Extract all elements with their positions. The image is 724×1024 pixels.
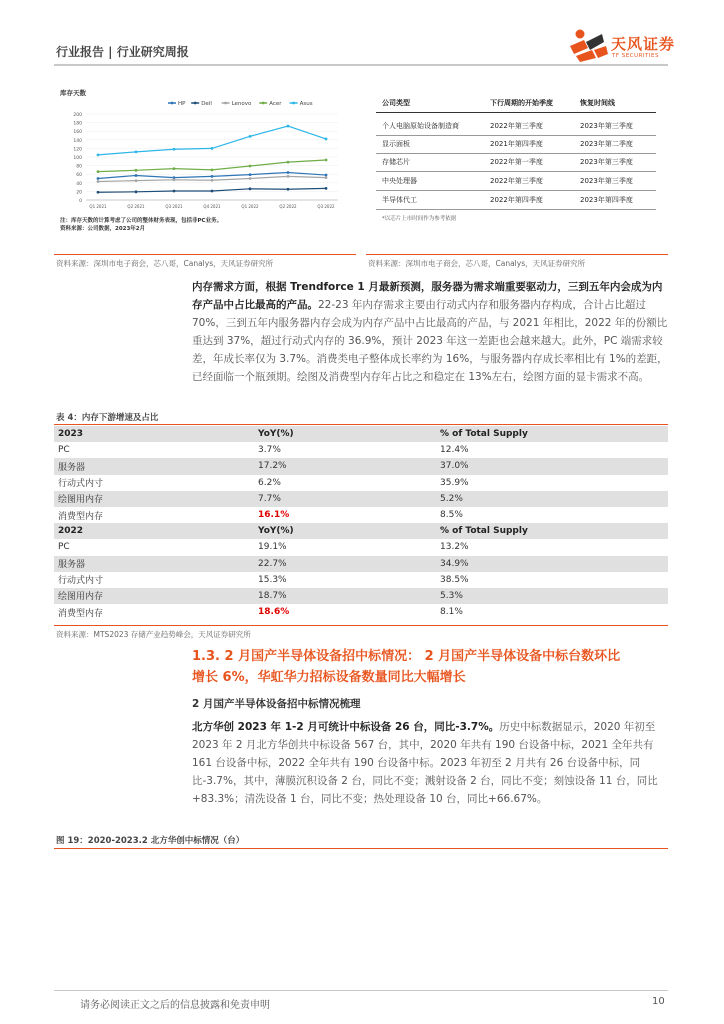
table-cell: 3.7% bbox=[258, 445, 281, 456]
legend-marker bbox=[292, 102, 295, 105]
cycle-row-1-start: 2021年第四季度 bbox=[490, 140, 543, 148]
table-header-row bbox=[54, 523, 668, 539]
figure19-rule bbox=[54, 848, 668, 849]
table-row bbox=[54, 539, 668, 555]
table4-top-rule bbox=[54, 424, 668, 425]
page-number: 10 bbox=[652, 996, 665, 1007]
cycle-row-0-recovery: 2023年第三季度 bbox=[580, 122, 633, 130]
chart-note: 注：库存天数的计算考虑了公司的整体财务表现，包括非PC业务。 bbox=[60, 218, 223, 224]
table-cell-highlight: 16.1% bbox=[258, 510, 290, 521]
chart-title: 库存天数 bbox=[60, 89, 86, 97]
section-heading-line2: 增长 6%，华虹华力招标设备数量同比大幅增长 bbox=[192, 670, 466, 685]
y-tick-label: 60 bbox=[76, 173, 82, 179]
data-point-asus bbox=[97, 153, 100, 156]
data-point-hp bbox=[97, 177, 100, 180]
legend-marker bbox=[224, 102, 227, 105]
table-cell: 8.5% bbox=[440, 510, 463, 521]
table-header-cell: % of Total Supply bbox=[436, 523, 668, 539]
table-header-cell: 2022 bbox=[54, 523, 254, 539]
data-point-dell bbox=[325, 187, 328, 190]
table-cell: 服务器 bbox=[54, 556, 254, 572]
data-point-dell bbox=[211, 190, 214, 193]
table-cell: 6.2% bbox=[258, 477, 281, 488]
cycle-row-rule bbox=[376, 209, 656, 210]
table-row bbox=[54, 572, 668, 588]
naura-lead: 北方华创 2023 年 1-2 月可统计中标设备 26 台，同比-3.7%。 bbox=[192, 721, 500, 733]
table-cell: 消费型内存 bbox=[58, 511, 104, 522]
right-figure-rule bbox=[366, 254, 668, 255]
data-point-hp bbox=[287, 171, 290, 174]
table-header-cell: % of Total Supply bbox=[436, 426, 668, 442]
table-cell: 5.3% bbox=[436, 588, 668, 604]
left-figure-rule bbox=[54, 254, 356, 255]
left-figure bbox=[56, 84, 352, 252]
cycle-row-0-start: 2022年第三季度 bbox=[490, 122, 543, 130]
x-tick-label: Q2 2022 bbox=[279, 204, 297, 209]
cycle-row-2-start: 2022年第一季度 bbox=[490, 158, 543, 166]
section-subheading: 2 月国产半导体设备招中标情况梳理 bbox=[192, 698, 361, 710]
legend-label: HP bbox=[178, 101, 186, 107]
data-point-acer bbox=[173, 167, 176, 170]
series-line-asus bbox=[98, 126, 326, 155]
cycle-row-3-company: 中央处理器 bbox=[382, 177, 417, 185]
table-cell: 15.3% bbox=[258, 574, 287, 585]
data-point-dell bbox=[287, 188, 290, 191]
memory-demand-body: 22-23 年内存需求主要由行动式内存和服务器内存构成，合计占比超过 70%，三到五年内服务器内存会成为内存产品中占比最高的产品，与 2021 年相比，2022 年的份额比重达到 37%，超过行动式内存的 36.9%，预计 2023 年这一差距也会越来越大。此外，PC 端需求较差，年成长率仅为 3.7%。消费类电子整体成长率约为 16%，与服务器内存成长率相比有 1%的差距，已经面临一个瓶颈期。绘图及消费型内存年占比之和稳定在 13%左右，绘图方面的显卡需求不高。 bbox=[192, 299, 668, 383]
table-cell: 服务器 bbox=[54, 458, 254, 474]
logo-mark-icon bbox=[566, 24, 610, 64]
data-point-asus bbox=[173, 148, 176, 151]
data-point-lenovo bbox=[211, 179, 214, 182]
table4-source: 资料来源：MTS2023 存储产业趋势峰会，天风证券研究所 bbox=[56, 630, 251, 639]
table4-bottom-rule bbox=[54, 625, 668, 626]
data-point-acer bbox=[287, 161, 290, 164]
data-point-hp bbox=[135, 174, 138, 177]
table-cell: 17.2% bbox=[254, 458, 436, 474]
table-cell: 18.7% bbox=[254, 588, 436, 604]
data-point-acer bbox=[97, 170, 100, 173]
table-cell: 消费型内存 bbox=[58, 608, 104, 619]
data-point-lenovo bbox=[173, 178, 176, 181]
cycle-row-3-start: 2022年第三季度 bbox=[490, 177, 543, 185]
cycle-header-start: 下行周期的开始季度 bbox=[490, 99, 553, 107]
legend-label: Asus bbox=[299, 101, 313, 107]
y-tick-label: 200 bbox=[73, 113, 82, 118]
data-point-asus bbox=[211, 147, 214, 150]
x-tick-label: Q3 2021 bbox=[165, 204, 183, 209]
table-cell: 35.9% bbox=[440, 477, 469, 488]
data-point-lenovo bbox=[249, 177, 252, 180]
table-row bbox=[54, 507, 668, 523]
memory-downstream-table bbox=[54, 426, 668, 620]
table-cell: 13.2% bbox=[440, 542, 469, 553]
footer-disclaimer: 请务必阅读正文之后的信息披露和免责申明 bbox=[80, 1000, 270, 1011]
y-tick-label: 80 bbox=[76, 164, 82, 170]
table-cell: 38.5% bbox=[440, 574, 469, 585]
report-type-label: 行业报告 | 行业研究周报 bbox=[56, 45, 189, 59]
data-point-dell bbox=[249, 187, 252, 190]
naura-body: 历史中标数据显示，2020 年初至 2023 年 2 月北方华创共中标设备 567 台，其中，2020 年共有 190 台设备中标，2021 全年共有 161 台设备中标，2022 全年共有 190 台设备中标。2023 年初至 2 月共有 26 台设备中标，同比-3.7%，其中，薄膜沉积设备 2 台，同比不变；溅射设备 2 台，同比不变；刻蚀设备 11 台，同比+83.3%；清洗设备 1 台，同比不变；热处理设备 10 台，同比+66.67%。 bbox=[192, 721, 658, 805]
naura-paragraph bbox=[192, 718, 668, 808]
data-point-acer bbox=[135, 169, 138, 172]
cycle-row-0-company: 个人电脑原始设备制造商 bbox=[382, 122, 459, 130]
cycle-header-company: 公司类型 bbox=[382, 99, 410, 107]
footer-divider bbox=[54, 990, 668, 991]
x-tick-label: Q1 2021 bbox=[89, 204, 107, 209]
y-tick-label: 0 bbox=[79, 199, 82, 204]
legend-label: Lenovo bbox=[231, 101, 252, 107]
cycle-header-rule bbox=[376, 112, 656, 113]
data-point-lenovo bbox=[97, 180, 100, 183]
cycle-row-2-company: 存储芯片 bbox=[382, 158, 410, 166]
data-point-dell bbox=[135, 190, 138, 193]
cycle-header-recovery: 恢复时间线 bbox=[580, 99, 615, 107]
inventory-days-chart bbox=[56, 94, 352, 234]
table-row bbox=[54, 588, 668, 604]
cycle-row-rule bbox=[376, 190, 656, 191]
right-figure-source: 资料来源：深圳市电子商会，芯八哥，Canalys，天风证券研究所 bbox=[368, 259, 586, 268]
data-point-dell bbox=[173, 190, 176, 193]
data-point-hp bbox=[325, 174, 328, 177]
table-cell: 行动式内寸 bbox=[58, 479, 104, 490]
data-point-lenovo bbox=[287, 175, 290, 178]
table-cell: 19.1% bbox=[258, 542, 287, 553]
y-tick-label: 120 bbox=[73, 147, 82, 153]
cycle-row-4-company: 半导体代工 bbox=[382, 196, 417, 204]
right-figure bbox=[368, 90, 668, 252]
y-tick-label: 180 bbox=[73, 121, 82, 127]
legend-marker bbox=[262, 102, 265, 105]
data-point-lenovo bbox=[135, 179, 138, 182]
table-row bbox=[54, 491, 668, 507]
header-divider bbox=[54, 64, 668, 66]
legend-label: Dell bbox=[201, 101, 212, 107]
table-cell: PC bbox=[58, 445, 70, 456]
logo-name: 天风证券 bbox=[611, 35, 676, 53]
cycle-row-2-recovery: 2023年第三季度 bbox=[580, 158, 633, 166]
cycle-row-rule bbox=[376, 135, 656, 136]
table-cell-highlight: 18.6% bbox=[258, 607, 290, 618]
cycle-row-4-recovery: 2023年第四季度 bbox=[580, 196, 633, 204]
y-tick-label: 100 bbox=[73, 156, 82, 161]
figure19-caption: 图 19：2020-2023.2 北方华创中标情况（台） bbox=[56, 836, 245, 846]
table-header-row bbox=[54, 426, 668, 442]
table-cell: 34.9% bbox=[436, 556, 668, 572]
cycle-row-1-recovery: 2023年第二季度 bbox=[580, 140, 633, 148]
table-cell: 8.1% bbox=[440, 607, 463, 618]
y-tick-label: 160 bbox=[73, 130, 82, 136]
table-row bbox=[54, 442, 668, 458]
y-tick-label: 140 bbox=[73, 138, 82, 144]
cycle-row-3-recovery: 2023年第三季度 bbox=[580, 177, 633, 185]
legend-marker bbox=[171, 102, 174, 105]
table4-caption: 表 4：内存下游增速及占比 bbox=[56, 413, 159, 423]
legend-label: Acer bbox=[269, 101, 282, 107]
data-point-acer bbox=[249, 165, 252, 168]
section-heading bbox=[192, 646, 668, 688]
cycle-row-rule bbox=[376, 153, 656, 154]
table-header-cell: 2023 bbox=[54, 426, 254, 442]
y-tick-label: 40 bbox=[76, 181, 82, 187]
data-point-acer bbox=[325, 159, 328, 162]
table-cell: 7.7% bbox=[254, 491, 436, 507]
left-figure-source: 资料来源：深圳市电子商会，芯八哥，Canalys，天风证券研究所 bbox=[56, 259, 274, 268]
data-point-asus bbox=[135, 150, 138, 153]
table-cell: 绘图用内存 bbox=[54, 491, 254, 507]
x-tick-label: Q3 2022 bbox=[317, 204, 335, 209]
cycle-row-4-start: 2022年第四季度 bbox=[490, 196, 543, 204]
table-header-cell: YoY(%) bbox=[254, 426, 436, 442]
cycle-row-rule bbox=[376, 171, 656, 172]
table-header-cell: YoY(%) bbox=[254, 523, 436, 539]
data-point-dell bbox=[97, 191, 100, 194]
table-cell: PC bbox=[58, 542, 70, 553]
x-tick-label: Q1 2022 bbox=[241, 204, 259, 209]
data-point-hp bbox=[249, 173, 252, 176]
section-heading-line1: 1.3. 2 月国产半导体设备招中标情况： 2 月国产半导体设备中标台数环比 bbox=[192, 649, 621, 664]
data-point-asus bbox=[249, 135, 252, 138]
chart-note-source: 资料来源：公司数据，2023年2月 bbox=[60, 226, 146, 232]
x-tick-label: Q4 2021 bbox=[203, 204, 221, 209]
table-cell: 22.7% bbox=[254, 556, 436, 572]
y-tick-label: 20 bbox=[76, 190, 82, 196]
legend-marker bbox=[194, 102, 197, 105]
table-cell: 5.2% bbox=[436, 491, 668, 507]
memory-demand-lead: 内存需求方面，根据 Trendforce 1 月最新预测，服务器为需求端重要驱动力，三到五年内会成为内存产品中占比最高的产品。 bbox=[192, 281, 663, 311]
cycle-note: *以芯片上市时间作为参考依据 bbox=[382, 216, 457, 222]
table-row bbox=[54, 475, 668, 491]
table-cell: 绘图用内存 bbox=[54, 588, 254, 604]
memory-demand-paragraph bbox=[192, 278, 668, 386]
table-cell: 12.4% bbox=[440, 445, 469, 456]
data-point-lenovo bbox=[325, 176, 328, 179]
table-row bbox=[54, 458, 668, 474]
logo-subtitle: TF SECURITIES bbox=[612, 53, 659, 59]
table-row bbox=[54, 604, 668, 620]
table-cell: 行动式内寸 bbox=[58, 576, 104, 587]
x-tick-label: Q2 2021 bbox=[127, 204, 145, 209]
data-point-acer bbox=[211, 169, 214, 172]
table-row bbox=[54, 556, 668, 572]
data-point-asus bbox=[287, 125, 290, 128]
data-point-asus bbox=[325, 138, 328, 141]
table-cell: 37.0% bbox=[436, 458, 668, 474]
data-point-hp bbox=[211, 175, 214, 178]
cycle-row-1-company: 显示面板 bbox=[382, 140, 410, 148]
